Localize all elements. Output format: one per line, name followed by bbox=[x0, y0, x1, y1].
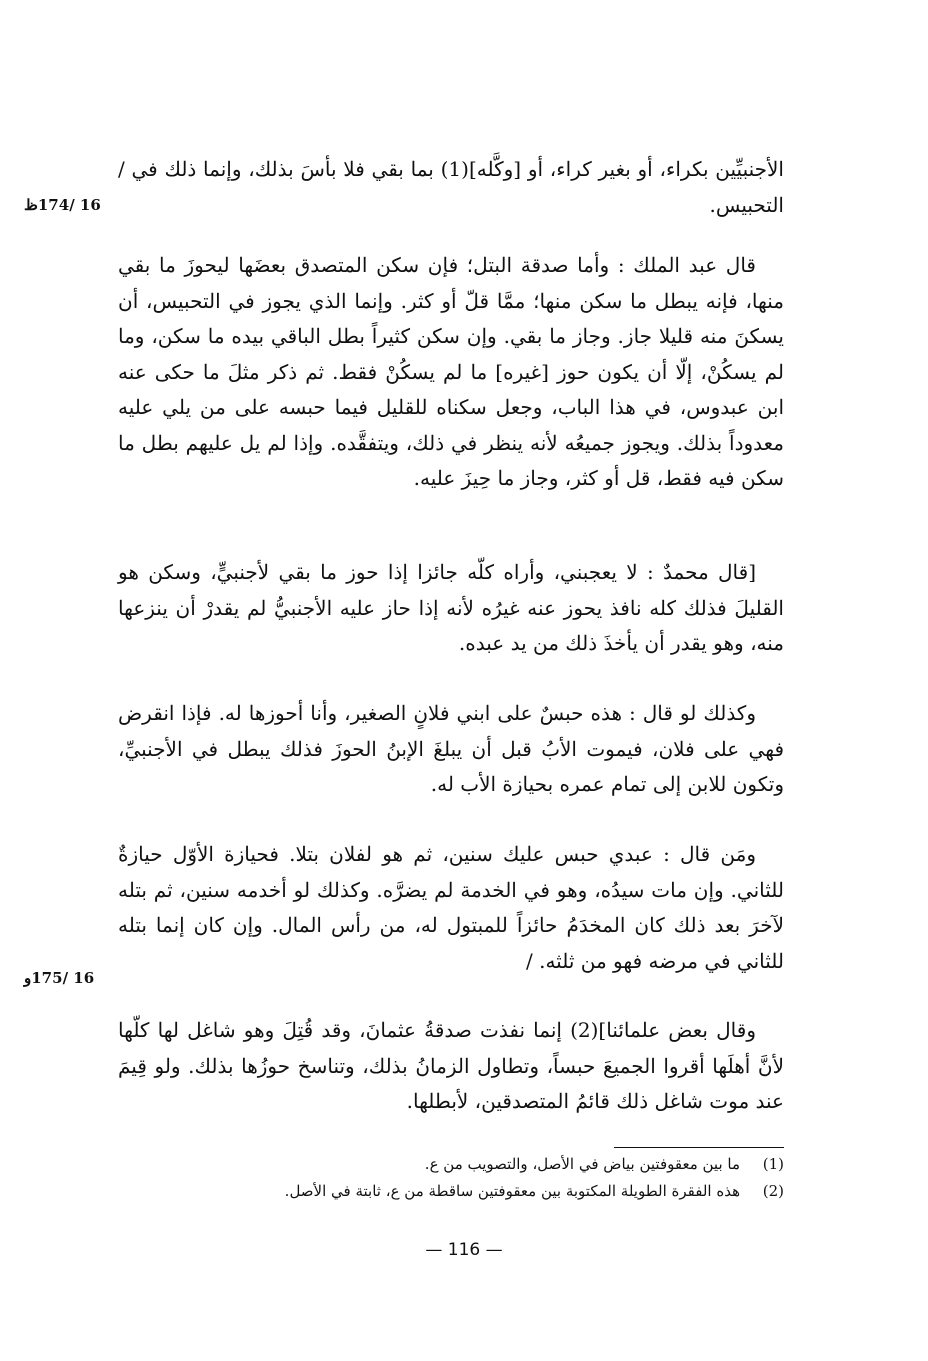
footnotes bbox=[118, 1151, 784, 1205]
paragraph-5-text: ومَن قال : عبدي حبس عليك سنين، ثم هو لفلان بتلا. فحيازة الأوّل حيازةٌ للثاني. وإن مات سيدُه، وهو في الخدمة لم يضرَّه. وكذلك لو أخدمه سنين، ثم بتله لآخرَ بعد ذلك كان المخدَمُ حائزاً للمبتول له، من رأس المال. وإن كان إنما بتله للثاني في مرضه فهو من ثلثه. / bbox=[118, 842, 784, 973]
margin-folio-note-174: 16 /174ظ bbox=[24, 196, 101, 214]
paragraph-4 bbox=[118, 696, 784, 803]
footnote-2-text: هذه الفقرة الطويلة المكتوبة بين معقوفتين ساقطة من ع، ثابتة في الأصل. bbox=[284, 1182, 740, 1200]
paragraph-1-text: الأجنبيِّين بكراء، أو بغير كراء، أو [وكَّله](1) بما بقي فلا بأسَ بذلك، وإنما ذلك في / التحبيس. bbox=[118, 157, 784, 217]
footnote-2-number: (2) bbox=[762, 1182, 784, 1200]
page-number: — 116 — bbox=[425, 1240, 503, 1260]
paragraph-1 bbox=[118, 152, 784, 223]
margin-folio-note-175: 16 /175و bbox=[24, 969, 95, 987]
paragraph-2 bbox=[118, 248, 784, 497]
paragraph-6 bbox=[118, 1013, 784, 1120]
paragraph-5 bbox=[118, 837, 784, 979]
footnote-1-text: ما بين معقوفتين بياض في الأصل، والتصويب من ع. bbox=[424, 1155, 740, 1173]
footnote-1-number: (1) bbox=[762, 1155, 784, 1173]
paragraph-4-text: وكذلك لو قال : هذه حبسٌ على ابني فلانٍ الصغير، وأنا أحوزها له. فإذا انقرض فهي على فلان، فيموت الأبُ قبل أن يبلغَ الإبنُ الحوزَ فذلك يبطل في الأجنبيِّ، وتكون للابن إلى تمام عمره بحيازة الأب له. bbox=[118, 701, 784, 796]
footnote-2 bbox=[118, 1178, 784, 1205]
paragraph-3 bbox=[118, 555, 784, 662]
footnote-1 bbox=[118, 1151, 784, 1178]
paragraph-3-text: [قال محمدٌ : لا يعجبني، وأراه كلّه جائزا إذا حوز ما بقي لأجنبيٍّ، وسكن هو القليلَ فذلك كله نافذ يحوز عنه غيرُه لأنه إذا حاز عليه الأجنبيُّ لم يقدرْ أن ينزعها منه، وهو يقدر أن يأخذَ ذلك من يد عبده. bbox=[118, 560, 784, 655]
paragraph-2-text: قال عبد الملك : وأما صدقة البتل؛ فإن سكن المتصدق بعضَها ليحوزَ ما بقي منها، فإنه يبطل ما سكن منها؛ ممَّا قلّ أو كثر. وإنما الذي يجوز في التحبيس، أن يسكنَ منه قليلا جاز. وجاز ما بقي. وإن سكن كثيراً بطل الباقي بيده ما سكن، وما لم يسكُنْ، إلّا أن يكون حوز [غيره] ما لم يسكُنْ فقط. ثم ذكر مثلَ ما حكى عنه ابن عبدوس، في هذا الباب، وجعل سكناه للقليل فيما حبسه على من يلي عليه معدوداً بذلك. ويجوز جميعُه لأنه ينظر في ذلك، ويتفقَّده. وإذا لم يل عليهم بطل ما سكن فيه فقط، قل أو كثر، وجاز ما حِيزَ عليه. bbox=[118, 253, 784, 490]
footnote-separator bbox=[614, 1147, 784, 1148]
paragraph-6-text: وقال بعض علمائنا](2) إنما نفذت صدقةُ عثمانَ، وقد قُتِلَ وهو شاغل لها كلّها لأنَّ أهلَها أقروا الجميعَ حبساً، وتطاول الزمانُ بذلك، وتناسخ حوزُها بذلك. ولو قِيمَ عند موت شاغل ذلك قائمُ المتصدقين، لأبطلها. bbox=[118, 1018, 784, 1113]
